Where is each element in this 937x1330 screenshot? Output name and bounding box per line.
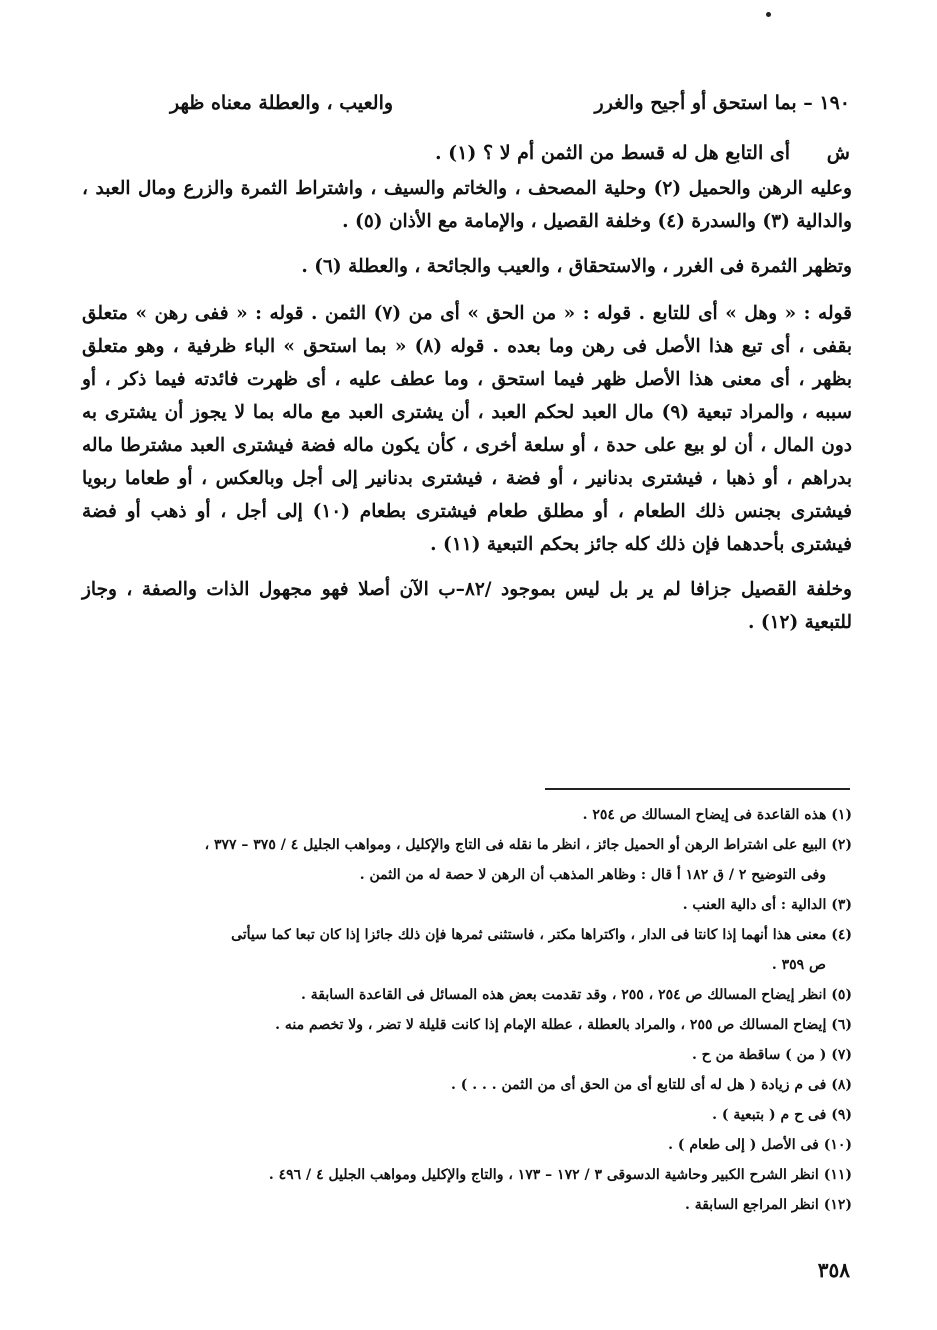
verse-line: [170, 78, 850, 128]
footnote-number: (١٠): [823, 1137, 852, 1153]
footnote-text: إيضاح المسالك ص ٢٥٥ ، والمراد بالعطلة ، عطلة الإمام إذا كانت قليلة لا تضر ، ولا تخصم منه .: [275, 1017, 827, 1033]
footnote: [82, 1190, 852, 1220]
footnote-separator: [545, 788, 850, 790]
footnote-text: فى م زيادة ( هل له أى للتابع أى من الحق أى من الثمن . . . ) .: [450, 1077, 827, 1093]
footnotes: [82, 800, 852, 1220]
verse-hemistich-left: والعيب ، والعطلة معناه ظهر: [170, 92, 394, 114]
footnote-text: البيع على اشتراط الرهن أو الحميل جائز ، انظر ما نقله فى التاج والإكليل ، ومواهب الجليل ٤ / ٣٧٥ – ٣٧٧ ،: [204, 837, 827, 853]
footnote-number: (٣): [831, 897, 852, 913]
footnote-number: (٤): [831, 927, 852, 943]
footnote: [82, 800, 852, 830]
commentary-text: أى التابع هل له قسط من الثمن أم لا ؟ (١) .: [434, 142, 790, 164]
footnote-text: ( من ) ساقطة من ح .: [691, 1047, 827, 1063]
paragraph: قوله : « وهل » أى للتابع . قوله : « من الحق » أى من (٧) الثمن . قوله : « ففى رهن » متعلق بقفى ، أى تبع هذا الأصل فى رهن وما بعده . قوله (٨) « بما استحق » الباء ظرفية ، وهو متعلق بظهر ، أى معنى هذا الأصل ظهر فيما استحق ، وما عطف عليه ، أى ظهرت فائدته فيما ذكر ، أو سببه ، والمراد تبعية (٩) مال العبد لحكم العبد ، أن يشترى العبد مع ماله بما لا يجوز أن يشترى به دون المال ، أن لو بيع على حدة ، أو سلعة أخرى ، كأن يكون ماله فضة فيشترى العبد مشترطا ماله بدراهم ، أو ذهبا ، فيشترى بدنانير ، أو فضة ، فيشترى بدنانير إلى أجل وبالعكس ، أو طعاما ربويا فيشترى بجنس ذلك الطعام ، أو مطلق طعام فيشترى بطعام (١٠) إلى أجل ، أو ذهب أو فضة فيشترى بأحدهما فإن ذلك كله جائز بحكم التبعية (١١) .: [82, 303, 853, 555]
footnote-text: معنى هذا أنهما إذا كانتا فى الدار ، واكتراها مكتر ، فاستثنى ثمرها فإن ذلك جائزا إذا كان تبعا كما سيأتى: [231, 927, 827, 943]
footnote-text: انظر إيضاح المسالك ص ٢٥٤ ، ٢٥٥ ، وقد تقدمت بعض هذه المسائل فى القاعدة السابقة .: [301, 987, 827, 1003]
footnote-number: (٦): [831, 1017, 852, 1033]
footnote-text: انظر الشرح الكبير وحاشية الدسوقى ٣ / ١٧٢ – ١٧٣ ، والتاج والإكليل ومواهب الجليل ٤ / ٤٩٦ .: [268, 1167, 819, 1183]
footnote-number: (١): [831, 807, 852, 823]
paragraph: وعليه الرهن والحميل (٢) وحلية المصحف ، والخاتم والسيف ، واشتراط الثمرة والزرع ومال العبد ، والدالية (٣) والسدرة (٤) وخلفة القصيل ، والإمامة مع الأذان (٥) .: [82, 178, 852, 232]
footnote-number: (٨): [831, 1077, 852, 1093]
footnote: [82, 890, 852, 920]
ink-dot: [766, 12, 771, 17]
footnote-number: (٩): [831, 1107, 852, 1123]
main-text: [82, 172, 852, 651]
footnote: [82, 920, 852, 980]
footnote: [82, 1160, 852, 1190]
footnote: [82, 1130, 852, 1160]
paragraph: وتظهر الثمرة فى الغرر ، والاستحقاق ، والعيب والجائحة ، والعطلة (٦) .: [301, 256, 852, 277]
footnote-number: (١١): [823, 1167, 852, 1183]
footnote: [82, 980, 852, 1010]
footnote: [82, 1070, 852, 1100]
page-number: ٣٥٨: [817, 1258, 850, 1282]
footnote-continuation: وفى التوضيح ٢ / ق ١٨٢ أ قال : وظاهر المذهب أن الرهن لا حصة له من الثمن .: [359, 867, 826, 883]
footnote-text: الدالية : أى دالية العنب .: [682, 897, 827, 913]
footnote-number: (٢): [831, 837, 852, 853]
footnote: [82, 1040, 852, 1070]
footnote-number: (٥): [831, 987, 852, 1003]
footnote-number: (٧): [831, 1047, 852, 1063]
footnote-text: فى الأصل ( إلى طعام ) .: [668, 1137, 819, 1153]
paragraph: وخلفة القصيل جزافا لم ير بل ليس بموجود /٨٢–ب الآن أصلا فهو مجهول الذات والصفة ، وجاز للتبعية (١٢) .: [82, 579, 852, 633]
footnote-continuation: ص ٣٥٩ .: [771, 957, 826, 973]
verse-hemistich-right: ١٩٠ – بما استحق أو أجيح والغرر: [594, 92, 850, 114]
footnote-text: فى ح م ( بتبعية ) .: [712, 1107, 827, 1123]
verse-block: [170, 78, 850, 178]
footnote: [82, 1010, 852, 1040]
footnote-text: هذه القاعدة فى إيضاح المسالك ص ٢٥٤ .: [582, 807, 827, 823]
verse-commentary-line: [170, 128, 850, 178]
footnote-number: (١٢): [823, 1197, 852, 1213]
footnote: [82, 830, 852, 890]
footnote: [82, 1100, 852, 1130]
commentary-marker: ش: [826, 142, 850, 164]
footnote-text: انظر المراجع السابقة .: [684, 1197, 819, 1213]
